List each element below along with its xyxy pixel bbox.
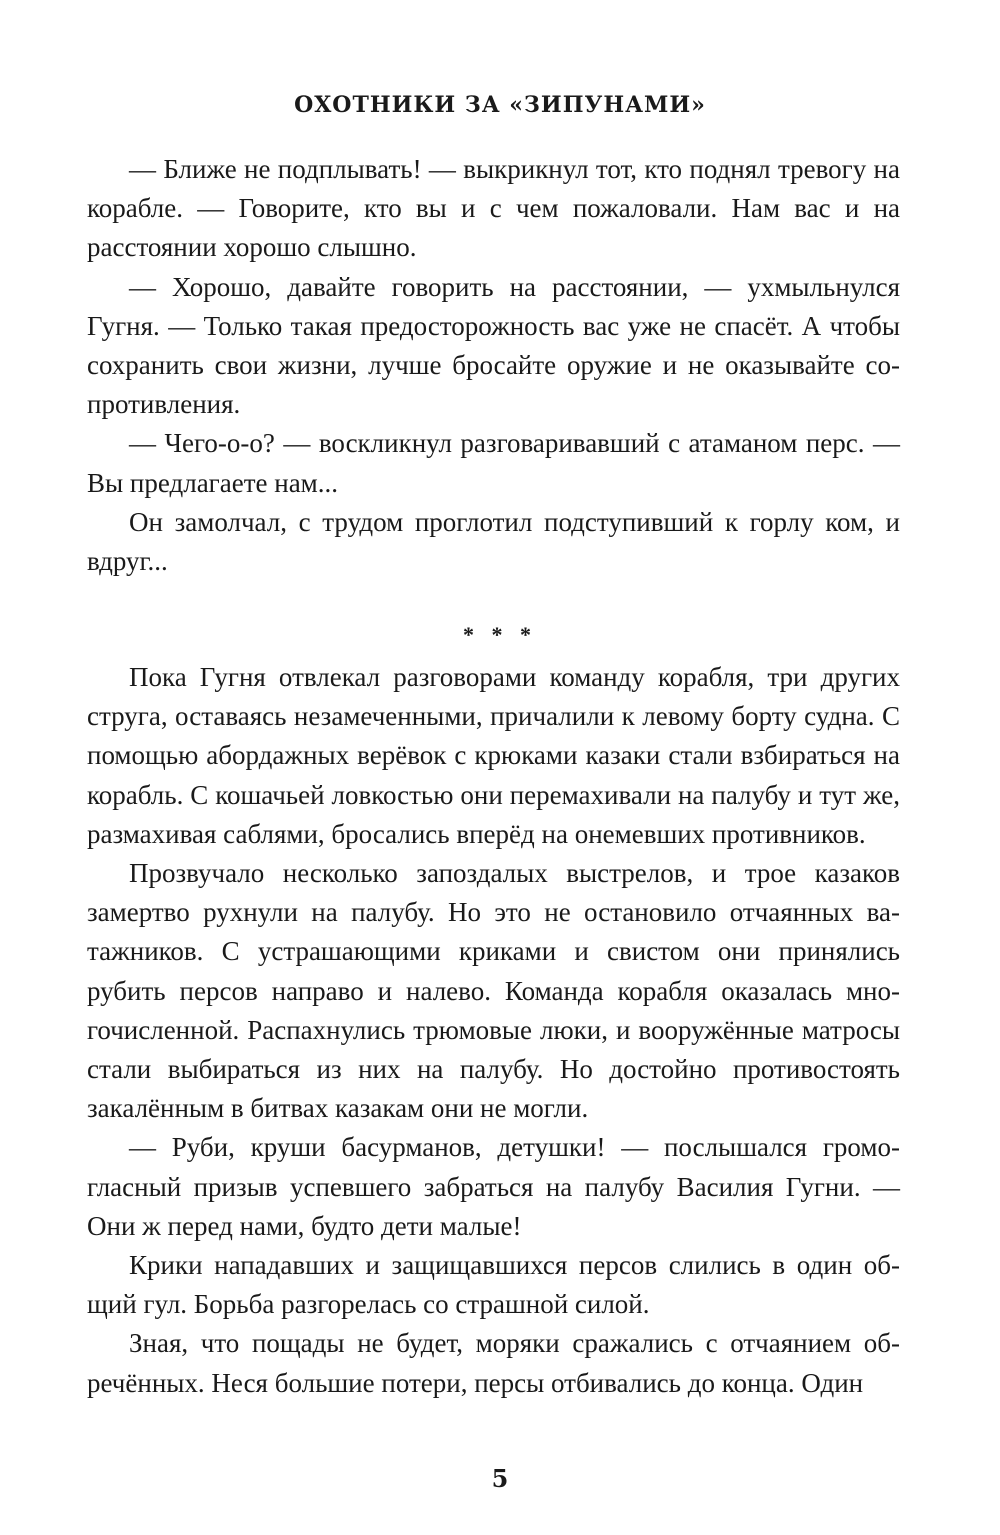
paragraph: — Ближе не подплывать! — выкрикнул тот, кто поднял тревогу на корабле. — Говорите, кто вы и с чем пожаловали. Нам вас и на расстоянии хорошо слышно. xyxy=(87,154,900,263)
paragraph: — Руби, круши басурманов, детушки! — послышался громогласный призыв успевшего забраться на палубу Василия Гугни. — Они ж перед нами, будто дети малые! xyxy=(87,1132,900,1241)
text-section-1 xyxy=(87,150,900,581)
text-section-2 xyxy=(87,658,900,1403)
paragraph: — Хорошо, давайте говорить на расстоянии, — ухмыльнулся Гугня. — Только такая предосторожность вас уже не спасёт. А чтобы сохранить свои жизни, лучше бросайте оружие и не оказывайте сопротивления. xyxy=(87,271,900,420)
paragraph: — Чего-о-о? — воскликнул разговаривавший с атаманом перс. — Вы предлагаете нам... xyxy=(87,428,900,498)
paragraph: Крики нападавших и защищавшихся персов слились в один общий гул. Борьба разгорелась со страшной силой. xyxy=(87,1250,900,1320)
paragraph: Он замолчал, с трудом проглотил подступивший к горлу ком, и вдруг... xyxy=(87,506,900,577)
page-number: 5 xyxy=(491,1464,509,1493)
section-separator: * * * xyxy=(463,622,537,647)
paragraph: Пока Гугня отвлекал разговорами команду корабля, три других струга, оставаясь незамеченными, причалили к левому борту судна. С помощью абордажных верёвок с крюками казаки стали взбираться на корабль. С кошачьей ловкостью они перемахивали на палубу и тут же, размахивая саблями, бросались вперёд на онемевших противников. xyxy=(87,662,900,849)
paragraph: Прозвучало несколько запоздалых выстрелов, и трое казаков замертво рухнули на палубу. Но это не остановило отчаянных ватажников. С устрашающими криками и свистом они принялись рубить персов направо и налево. Команда корабля оказалась многочисленной. Распахнулись трюмовые люки, и вооружённые матросы стали выбираться из них на палубу. Но достойно противостоять закалённым в битвах казакам они не могли. xyxy=(87,858,900,1124)
paragraph: Зная, что пощады не будет, моряки сражались с отчаянием обречённых. Неся большие потери, персы отбивались до конца. Один xyxy=(87,1328,900,1398)
running-head: ОХОТНИКИ ЗА «ЗИПУНАМИ» xyxy=(294,92,706,118)
